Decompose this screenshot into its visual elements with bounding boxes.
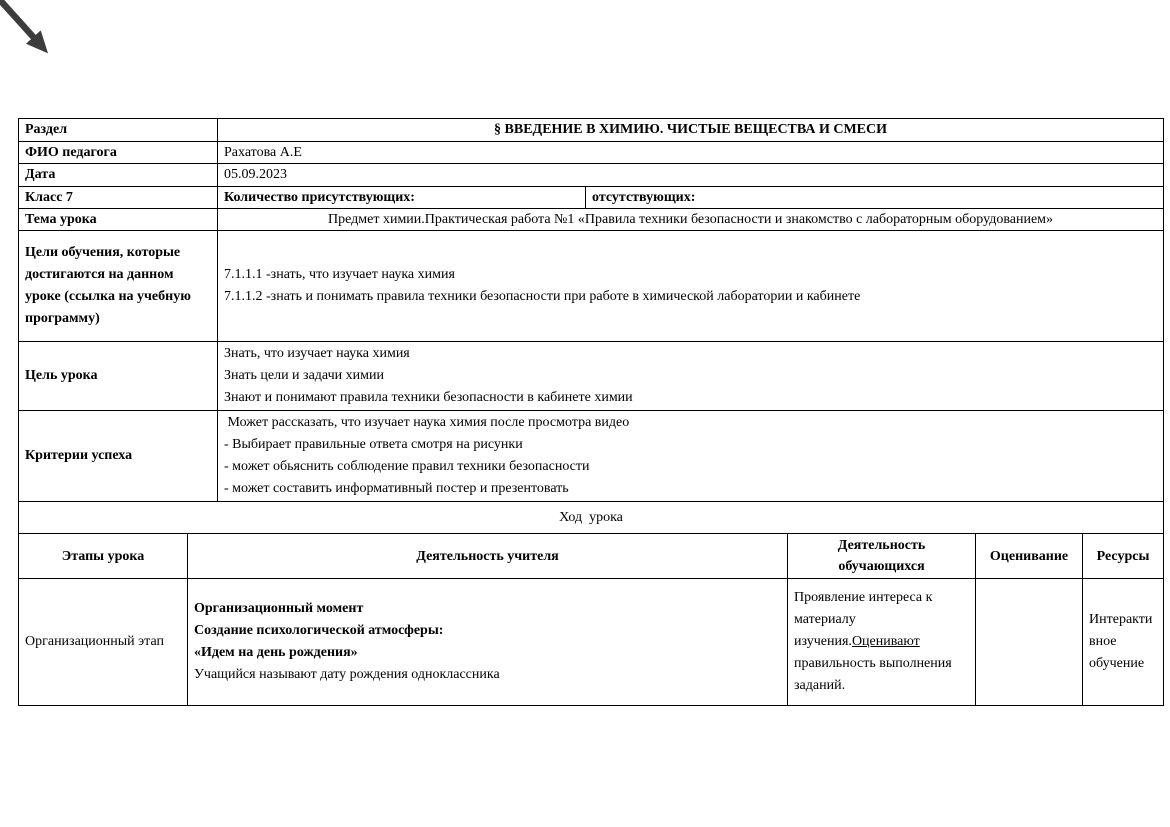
students-activity-post: правильность выполнения заданий. [794, 656, 952, 693]
topic-row [19, 209, 1164, 231]
stages-header-row [19, 534, 1164, 579]
topic-label: Тема урока [19, 209, 218, 231]
stage-cell [19, 579, 188, 706]
objectives-value [218, 231, 1164, 342]
success-criteria-value [218, 411, 1164, 502]
objectives-label [19, 231, 218, 342]
teacher-name-row [19, 142, 1164, 164]
topic-value: Предмет химии.Практическая работа №1 «Правила техники безопасности и знакомство с лабораторным оборудованием» [218, 209, 1164, 231]
present-count-label: Количество присутствующих: [218, 187, 586, 209]
success-criteria-row [19, 411, 1164, 502]
goal-line: Знать цели и задачи химии [224, 368, 384, 383]
assessment-column-header: Оценивание [976, 534, 1083, 579]
success-criteria-label: Критерии успеха [19, 411, 218, 502]
section-value: § ВВЕДЕНИЕ В ХИМИЮ. ЧИСТЫЕ ВЕЩЕСТВА И СМЕСИ [218, 119, 1164, 142]
course-title-row [19, 502, 1164, 534]
resources-column-header: Ресурсы [1083, 534, 1164, 579]
teacher-activity-line: Создание психологической атмосферы: [194, 623, 444, 638]
goal-line: Знают и понимают правила техники безопасности в кабинете химии [224, 390, 633, 405]
objectives-row [19, 231, 1164, 342]
course-title: Ход урока [19, 502, 1164, 534]
date-value: 05.09.2023 [218, 164, 1164, 187]
absent-count-label: отсутствующих: [586, 187, 1164, 209]
students-activity-column-header: Деятельность обучающихся [788, 534, 976, 579]
lesson-goal-label: Цель урока [19, 342, 218, 411]
objective-line: 7.1.1.2 -знать и понимать правила техники безопасности при работе в химической лаборатории и кабинете [224, 289, 861, 304]
teacher-name-label: ФИО педагога [19, 142, 218, 164]
stage-data-row [19, 579, 1164, 706]
down-right-arrow-icon [0, 0, 70, 70]
teacher-activity-line: Учащийся называют дату рождения одноклассника [194, 667, 500, 682]
section-label: Раздел [19, 119, 218, 142]
lesson-plan-table [18, 118, 1164, 706]
criteria-line: - Выбирает правильные ответа смотря на рисунки [224, 437, 523, 452]
criteria-line: - может составить информативный постер и презентовать [224, 481, 569, 496]
class-row [19, 187, 1164, 209]
lesson-goal-value [218, 342, 1164, 411]
resources-cell [1083, 579, 1164, 706]
teacher-activity-cell [188, 579, 788, 706]
students-activity-pre: Проявление интереса к материалу изучения. [794, 590, 933, 649]
class-label: Класс 7 [19, 187, 218, 209]
objectives-label-text: Цели обучения, которые достигаются на данном уроке (ссылка на учебную программу) [25, 245, 191, 326]
students-activity-underlined: Оценивают [851, 634, 920, 649]
date-label: Дата [19, 164, 218, 187]
teacher-name-value: Рахатова А.Е [218, 142, 1164, 164]
goal-line: Знать, что изучает наука химия [224, 346, 410, 361]
section-row [19, 119, 1164, 142]
stage-column-header: Этапы урока [19, 534, 188, 579]
students-activity-cell [788, 579, 976, 706]
resources-text: Интерактивное обучение [1089, 612, 1153, 671]
assessment-cell [976, 579, 1083, 706]
criteria-line: Может рассказать, что изучает наука химия после просмотра видео [224, 415, 630, 430]
teacher-activity-line: Организационный момент [194, 601, 364, 616]
criteria-line: - может обьяснить соблюдение правил техники безопасности [224, 459, 590, 474]
date-row [19, 164, 1164, 187]
students-activity-text [794, 587, 969, 697]
stage-name: Организационный этап [25, 634, 164, 649]
teacher-activity-column-header: Деятельность учителя [188, 534, 788, 579]
teacher-activity-line: «Идем на день рождения» [194, 645, 358, 660]
objective-line: 7.1.1.1 -знать, что изучает наука химия [224, 267, 455, 282]
lesson-goal-row [19, 342, 1164, 411]
